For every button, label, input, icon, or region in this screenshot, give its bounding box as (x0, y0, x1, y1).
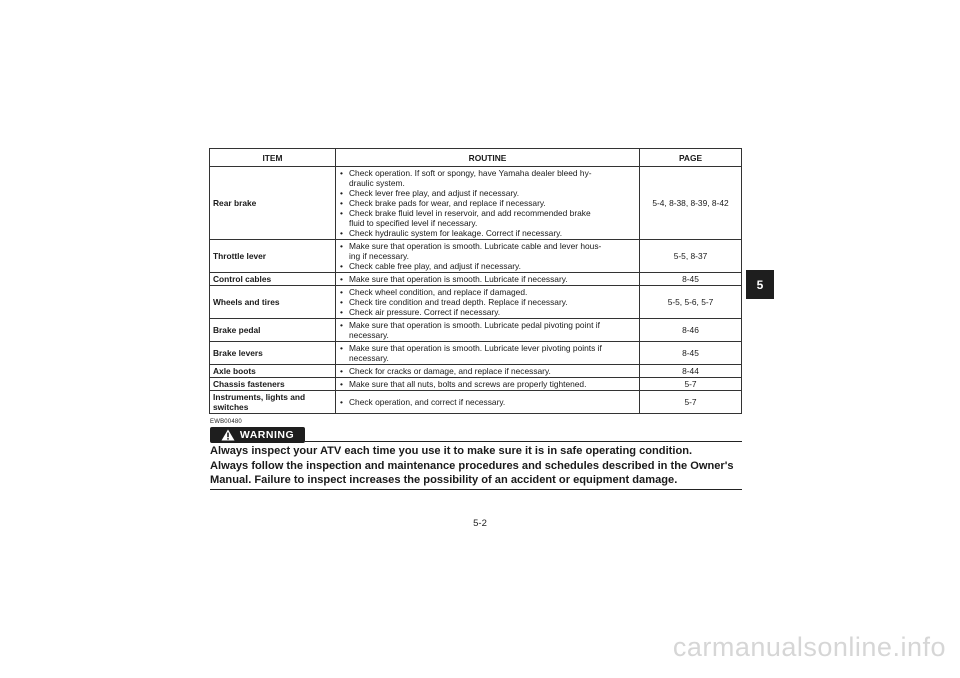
item-label-line: Throttle lever (213, 251, 267, 261)
routine-step-line: Check brake fluid level in reservoir, and add recommended brake (349, 208, 591, 218)
table-body (210, 167, 742, 414)
table-row (210, 319, 742, 342)
routine-step-line: Check air pressure. Correct if necessary. (349, 307, 501, 317)
table-header-row (210, 149, 742, 167)
routine-step (339, 228, 636, 238)
warning-rule-bottom (210, 489, 742, 490)
item-cell (210, 286, 336, 319)
routine-cell (336, 273, 640, 286)
routine-step-line: Make sure that operation is smooth. Lubricate lever pivoting points if (349, 343, 602, 353)
page-ref-cell: 5-4, 8-38, 8-39, 8-42 (640, 167, 742, 240)
item-cell (210, 240, 336, 273)
routine-step-line: draulic system. (349, 178, 405, 188)
page-ref-cell: 5-5, 8-37 (640, 240, 742, 273)
item-cell (210, 167, 336, 240)
item-label-line: Axle boots (213, 366, 256, 376)
routine-step-line: fluid to specified level if necessary. (349, 218, 478, 228)
table-row (210, 391, 742, 414)
item-label-line: Brake pedal (213, 325, 261, 335)
routine-step-line: Check cable free play, and adjust if necessary. (349, 261, 521, 271)
routine-cell (336, 319, 640, 342)
inspection-table (209, 148, 742, 414)
routine-list (339, 397, 636, 407)
header-item: ITEM (210, 149, 336, 167)
warning-line: Always follow the inspection and maintenance procedures and schedules described in the Owner's (210, 459, 734, 472)
routine-list (339, 366, 636, 376)
warning-text (210, 444, 750, 488)
item-cell (210, 391, 336, 414)
watermark-text: carmanualsonline.info (672, 632, 946, 662)
page-number: 5-2 (473, 518, 487, 529)
warning-rule-top (305, 441, 742, 442)
routine-step-line: Check operation. If soft or spongy, have Yamaha dealer bleed hy- (349, 168, 592, 178)
page-ref-cell: 8-44 (640, 365, 742, 378)
routine-list (339, 241, 636, 271)
routine-step (339, 297, 636, 307)
warning-reference-code: EWB00480 (210, 419, 242, 425)
routine-step (339, 397, 636, 407)
routine-step (339, 343, 636, 363)
page-ref-cell: 5-5, 5-6, 5-7 (640, 286, 742, 319)
routine-step-line: Check wheel condition, and replace if damaged. (349, 287, 528, 297)
routine-cell (336, 391, 640, 414)
routine-step (339, 188, 636, 198)
item-cell (210, 273, 336, 286)
item-cell (210, 319, 336, 342)
table-row (210, 286, 742, 319)
routine-cell (336, 378, 640, 391)
routine-step-line: Check lever free play, and adjust if necessary. (349, 188, 520, 198)
item-label-line: Rear brake (213, 198, 257, 208)
item-label-line: Control cables (213, 274, 272, 284)
routine-step-line: Check hydraulic system for leakage. Correct if necessary. (349, 228, 563, 238)
page-ref-cell: 8-45 (640, 273, 742, 286)
routine-step (339, 366, 636, 376)
header-page: PAGE (640, 149, 742, 167)
chapter-tab: 5 (746, 270, 774, 299)
routine-cell (336, 240, 640, 273)
item-label-line: Chassis fasteners (213, 379, 285, 389)
table-row (210, 167, 742, 240)
page-ref-cell: 5-7 (640, 391, 742, 414)
routine-cell (336, 365, 640, 378)
routine-step (339, 198, 636, 208)
table-row (210, 365, 742, 378)
routine-step-line: Check operation, and correct if necessary. (349, 397, 506, 407)
routine-step (339, 379, 636, 389)
routine-step (339, 274, 636, 284)
routine-cell (336, 286, 640, 319)
table-row (210, 240, 742, 273)
item-cell (210, 365, 336, 378)
routine-step-line: Make sure that operation is smooth. Lubricate if necessary. (349, 274, 568, 284)
warning-badge (210, 427, 305, 443)
item-cell (210, 378, 336, 391)
routine-step (339, 208, 636, 228)
header-routine: ROUTINE (336, 149, 640, 167)
page-ref-cell: 5-7 (640, 378, 742, 391)
routine-step-line: necessary. (349, 353, 389, 363)
routine-list (339, 379, 636, 389)
table-row (210, 342, 742, 365)
warning-label: WARNING (239, 429, 295, 441)
routine-step-line: necessary. (349, 330, 389, 340)
item-cell (210, 342, 336, 365)
routine-step (339, 241, 636, 261)
table-row (210, 378, 742, 391)
routine-step (339, 307, 636, 317)
warning-triangle-icon (221, 429, 235, 441)
routine-list (339, 274, 636, 284)
routine-step-line: Make sure that operation is smooth. Lubricate pedal pivoting point if (349, 320, 600, 330)
routine-list (339, 287, 636, 317)
item-label-line: Instruments, lights and (213, 392, 306, 402)
warning-line: Manual. Failure to inspect increases the possibility of an accident or equipment damage. (210, 474, 678, 486)
routine-step-line: ing if necessary. (349, 251, 409, 261)
routine-step-line: Check brake pads for wear, and replace if necessary. (349, 198, 546, 208)
warning-line: Always inspect your ATV each time you use it to make sure it is in safe operating condition. (210, 445, 693, 457)
routine-list (339, 343, 636, 363)
item-label-line: Wheels and tires (213, 297, 280, 307)
routine-cell (336, 167, 640, 240)
routine-step-line: Make sure that all nuts, bolts and screws are properly tightened. (349, 379, 587, 389)
routine-step-line: Make sure that operation is smooth. Lubricate cable and lever hous- (349, 241, 602, 251)
routine-step (339, 168, 636, 188)
routine-list (339, 320, 636, 340)
routine-step (339, 261, 636, 271)
routine-step (339, 287, 636, 297)
page-ref-cell: 8-46 (640, 319, 742, 342)
item-label-line: Brake levers (213, 348, 263, 358)
routine-list (339, 168, 636, 238)
routine-step-line: Check tire condition and tread depth. Replace if necessary. (349, 297, 568, 307)
routine-step-line: Check for cracks or damage, and replace if necessary. (349, 366, 551, 376)
page-ref-cell: 8-45 (640, 342, 742, 365)
routine-step (339, 320, 636, 340)
item-label-line: switches (213, 402, 249, 412)
routine-cell (336, 342, 640, 365)
table-row (210, 273, 742, 286)
